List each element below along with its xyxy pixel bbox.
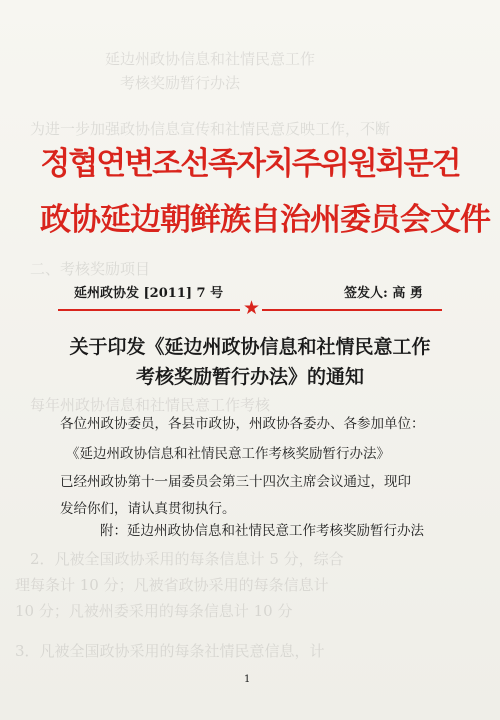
page-number: 1 (244, 674, 251, 685)
bleed-through-text: 每年州政协信息和社情民意工作考核 (0, 396, 301, 414)
body-line-2: 《延边州政协信息和社情民意工作考核奖励暂行办法》 (66, 446, 390, 462)
red-divider-left (58, 309, 240, 311)
red-divider-right (262, 309, 442, 311)
korean-header-title: 정협연변조선족자치주위원회문건 (40, 146, 460, 182)
bleed-through-text: 考核奖励暂行办法 (0, 74, 361, 92)
notice-title-line-1: 关于印发《延边州政协信息和社情民意工作 (69, 336, 431, 358)
bleed-through-text: 二、考核奖励项目 (0, 260, 151, 278)
signer: 签发人: 高 勇 (344, 286, 423, 301)
body-line-4: 发给你们，请认真贯彻执行。 (60, 501, 236, 517)
bleed-through-text: 为进一步加强政协信息宣传和社情民意反映工作，不断 (0, 120, 391, 138)
body-line-3: 已经州政协第十一届委员会第三十四次主席会议通过，现印 (60, 474, 411, 490)
chinese-header-title: 政协延边朝鲜族自治州委员会文件 (40, 202, 490, 238)
attachment-line: 附：延边州政协信息和社情民意工作考核奖励暂行办法 (100, 523, 424, 539)
body-line-1: 各位州政协委员，各县市政协，州政协各委办、各参加单位： (60, 416, 425, 432)
bleed-through-text: 10 分；凡被州委采用的每条信息计 10 分 (0, 602, 293, 620)
notice-title-line-2: 考核奖励暂行办法》的通知 (135, 366, 364, 388)
bleed-through-text: 理每条计 10 分；凡被省政协采用的每条信息计 (0, 576, 329, 594)
document-number: 延州政协发 [2011] 7 号 (74, 286, 224, 301)
bleed-through-text: 延边州政协信息和社情民意工作 (0, 50, 376, 68)
bleed-through-text: 2．凡被全国政协采用的每条信息计 5 分，综合 (0, 550, 344, 568)
bleed-through-text: 3．凡被全国政协采用的每条社情民意信息，计 (0, 642, 325, 660)
star-icon: ★ (243, 297, 261, 319)
